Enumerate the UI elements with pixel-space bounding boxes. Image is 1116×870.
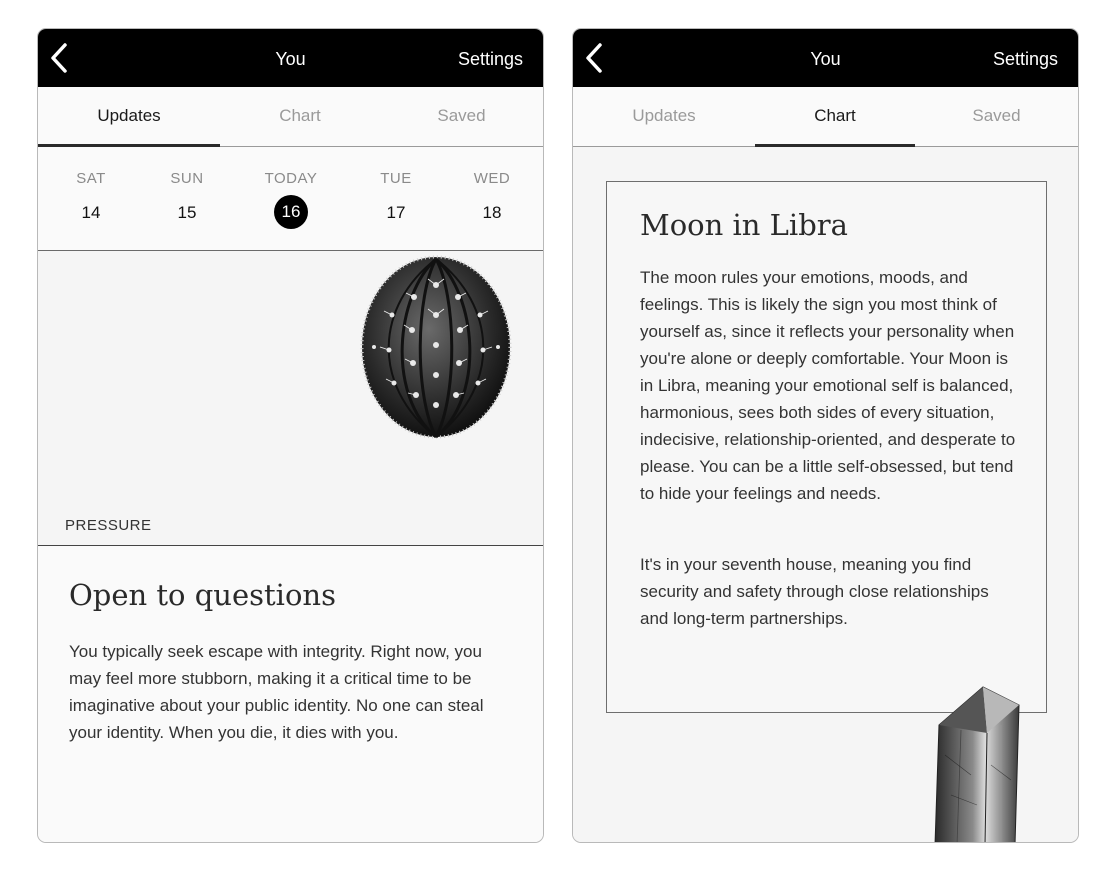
category-label: PRESSURE [65,517,152,534]
chart-content [573,147,1078,842]
tab-label: Chart [279,106,321,125]
nav-bar [573,29,1078,87]
settings-button[interactable]: Settings [457,49,523,69]
update-text: You typically seek escape with integrity. Right now, you may feel more stubborn, making it a critical time to be imaginative about your public identity. No one can steal your identity. When you die, it dies with you. [69,642,484,742]
tab-chart[interactable] [755,87,915,146]
day-name: SAT [76,170,106,187]
day-name: TUE [380,170,412,187]
nav-title: You [275,49,306,69]
nav-bar [38,29,543,87]
day-number: 15 [177,203,197,222]
tab-label: Updates [632,106,696,125]
day-selector [38,147,543,251]
tab-label: Updates [97,106,161,125]
cactus-illustration [356,255,522,443]
settings-button[interactable]: Settings [992,49,1058,69]
chart-screen [572,28,1079,843]
day-number: 14 [81,203,101,222]
day-name: WED [473,170,511,187]
tab-saved[interactable] [915,87,1078,146]
day-name: SUN [170,170,204,187]
update-content [38,546,543,842]
nav-title: You [810,49,841,69]
tab-saved[interactable] [380,87,543,146]
tab-chart[interactable] [220,87,380,146]
day-number: 17 [386,203,406,222]
tab-label: Chart [814,106,856,125]
tab-bar [573,87,1078,147]
update-title: Open to questions [69,578,336,612]
tab-bar [38,87,543,147]
tab-updates[interactable] [573,87,755,146]
placement-card[interactable] [606,181,1047,713]
updates-screen [37,28,544,843]
tab-label: Saved [437,106,486,125]
tab-updates[interactable] [38,87,220,146]
house-description: It's in your seventh house, meaning you find security and safety through close relationships and long-term partnerships. [640,555,989,628]
crystal-illustration [931,685,1027,843]
placement-description: The moon rules your emotions, moods, and feelings. This is likely the sign you most think of yourself as, since it reflects your personality when you're alone or deeply comfortable. Your Moon is in Libra, meaning your emotional self is balanced, harmonious, sees both sides of every situation, indecisive, relationship-oriented, and desperate to please. You can be a little self-obsessed, but tend to hide your feelings and needs. [640,268,1016,503]
day-name: TODAY [264,170,318,187]
tab-label: Saved [972,106,1021,125]
hero-card[interactable] [38,251,543,545]
today-badge: 16 [274,195,308,229]
placement-title: Moon in Libra [640,208,848,242]
day-number: 18 [482,203,502,222]
